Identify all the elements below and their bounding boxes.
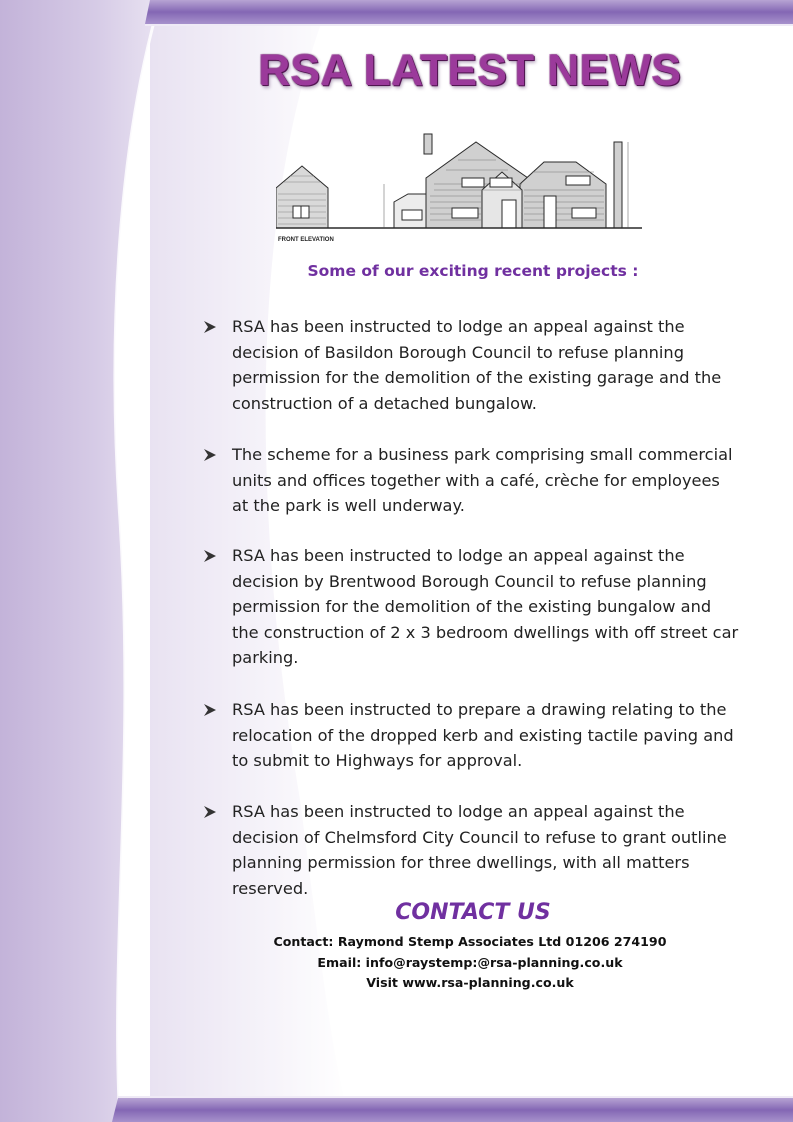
news-item [200, 314, 740, 416]
arrow-bullet-icon [203, 448, 217, 462]
news-item-text: RSA has been instructed to lodge an appeal against the decision of Basildon Borough Council to refuse planning permission for the demolition of the existing garage and the construction of a detached bungalow. [232, 317, 722, 413]
arrow-bullet-icon [203, 805, 217, 819]
arrow-bullet-icon [203, 320, 217, 334]
page-title: RSA LATEST NEWS [258, 46, 682, 95]
news-item [200, 442, 740, 519]
house-elevation-drawing [276, 128, 642, 248]
news-item-text: RSA has been instructed to lodge an appeal against the decision by Brentwood Borough Council to refuse planning permission for the demolition of the existing bungalow and the construction of 2 x 3 bedroom dwellings with off street car parking. [232, 546, 739, 667]
news-item-text: The scheme for a business park comprising small commercial units and offices together with a café, crèche for employees at the park is well underway. [232, 445, 733, 515]
news-item [200, 799, 740, 901]
section-subtitle: Some of our exciting recent projects : [307, 262, 639, 280]
contact-email: Email: info@raystemp:@rsa-planning.co.uk [317, 955, 623, 970]
news-item [200, 697, 740, 774]
news-item-text: RSA has been instructed to prepare a drawing relating to the relocation of the dropped kerb and existing tactile paving and to submit to Highways for approval. [232, 700, 734, 770]
arrow-bullet-icon [203, 703, 217, 717]
contact-heading: CONTACT US [395, 900, 551, 925]
contact-website: Visit www.rsa-planning.co.uk [366, 975, 574, 990]
news-item-text: RSA has been instructed to lodge an appeal against the decision of Chelmsford City Council to refuse to grant outline planning permission for three dwellings, with all matters reserved. [232, 802, 727, 898]
arrow-bullet-icon [203, 549, 217, 563]
drawing-label: FRONT ELEVATION [278, 237, 334, 243]
news-item [200, 543, 740, 671]
contact-phone: Contact: Raymond Stemp Associates Ltd 01206 274190 [273, 934, 667, 949]
